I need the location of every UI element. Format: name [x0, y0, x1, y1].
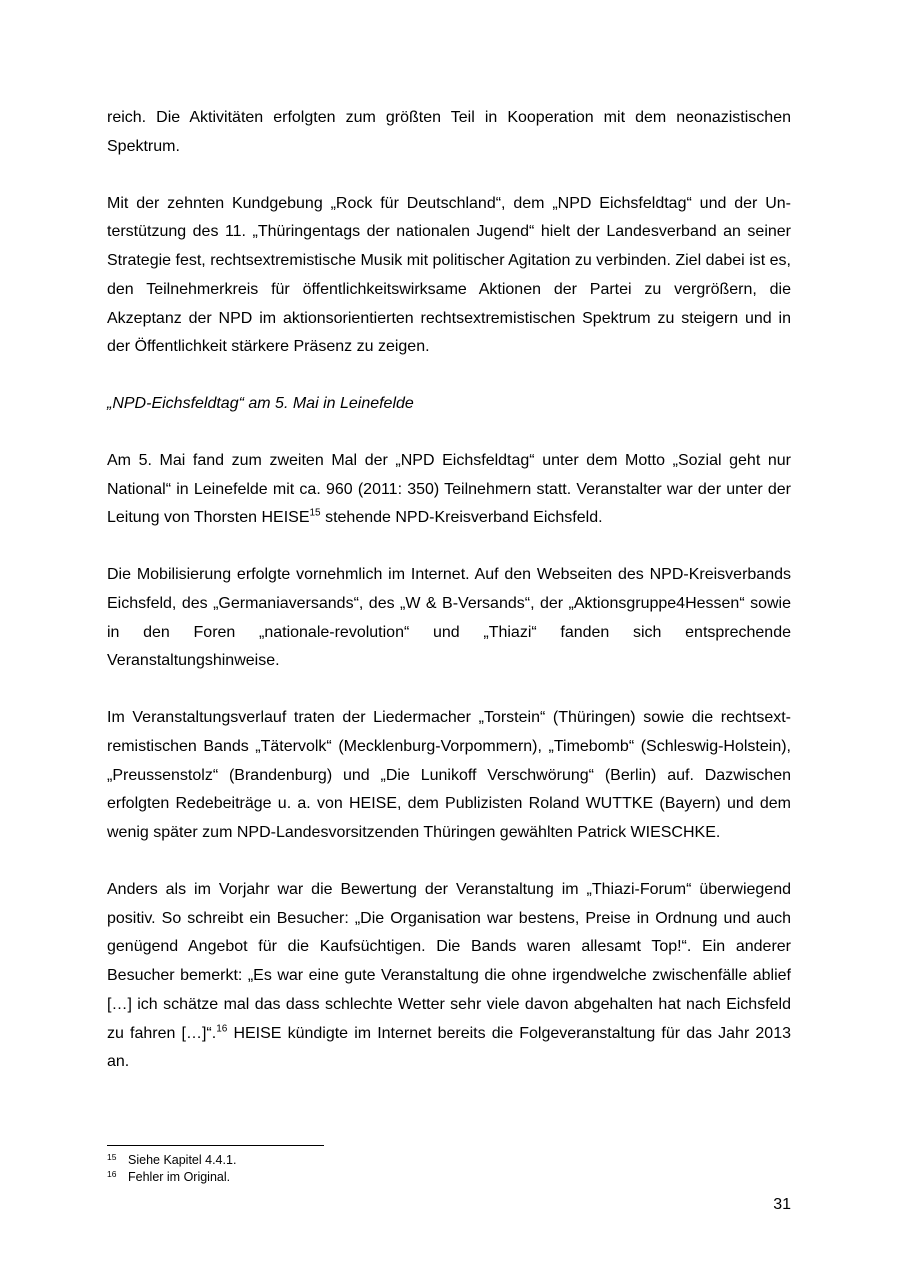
footnote-text: Fehler im Original.	[128, 1170, 231, 1184]
footnote-text: Siehe Kapitel 4.4.1.	[128, 1153, 237, 1167]
paragraph-text: Anders als im Vorjahr war die Bewertung der Veranstaltung im „Thiazi-Forum“ überwiegend positiv. So schreibt ein Besucher: „Die Organisation war bestens, Preise in Ordnung und auch genügend Angebot für die Kaufsüchtigen. Die Bands waren allesamt Top!“. Ein anderer Besucher bemerkt: „Es war eine gute Veranstaltung die ohne irgendwelche zwischenfälle ablief […] ich schätze mal das dass schlechte Wetter sehr viele davon abgehalten hat nach Eichsfeld zu fahren […]“.	[107, 880, 791, 1042]
body-text	[107, 104, 791, 1105]
paragraph-mobilisation: Die Mobilisierung erfolgte vornehmlich im Internet. Auf den Webseiten des NPD-Kreisverbands Eichsfeld, des „Germaniaversands“, des „W & B-Versands“, der „Aktionsgruppe4Hessen“ sowie in den Foren „nationale-revolution“ und „Thiazi“ fanden sich entsprechende Veranstaltungshinweise.	[107, 566, 791, 670]
footnotes	[107, 1152, 791, 1186]
paragraph-event-summary	[107, 447, 791, 533]
footnote-number: 16	[107, 1169, 117, 1179]
footnote-item	[107, 1152, 791, 1169]
footnote-reference: 16	[216, 1023, 228, 1035]
footnote-number: 15	[107, 1152, 117, 1162]
footnote-reference: 15	[309, 507, 321, 519]
paragraph-text: stehende NPD-Kreisverband Eichsfeld.	[320, 509, 603, 527]
paragraph-event-program: Im Veranstaltungsverlauf traten der Liedermacher „Torstein“ (Thüringen) sowie die rechtsextremistischen Bands „Tätervolk“ (Mecklenburg-Vorpommern), „Timebomb“ (Schleswig-Holstein), „Preussenstolz“ (Brandenburg) und „Die Lunikoff Verschwörung“ (Berlin) auf. Dazwischen erfolgten Redebeiträge u. a. von HEISE, dem Publizisten Roland WUTTKE (Bayern) und dem wenig später zum NPD-Landesvorsitzenden Thüringen gewählten Patrick WIESCHKE.	[107, 709, 791, 841]
paragraph-music-strategy: Mit der zehnten Kundgebung „Rock für Deutschland“, dem „NPD Eichsfeldtag“ und der Unterstützung des 11. „Thüringentags der nationalen Jugend“ hielt der Landesverband an seiner Strategie fest, rechtsextremistische Musik mit politischer Agitation zu verbinden. Ziel dabei ist es, den Teilnehmerkreis für öffentlichkeitswirksame Aktionen der Partei zu vergrößern, die Akzeptanz der NPD im aktionsorientierten rechtsextremistischen Spektrum zu steigern und in der Öffentlichkeit stärkere Präsenz zu zeigen.	[107, 194, 791, 356]
paragraph-forum-reaction	[107, 876, 791, 1077]
section-heading: „NPD-Eichsfeldtag“ am 5. Mai in Leinefelde	[107, 395, 414, 412]
paragraph-continuation: reich. Die Aktivitäten erfolgten zum größten Teil in Kooperation mit dem neonazistischen Spektrum.	[107, 109, 791, 155]
page-number: 31	[773, 1196, 791, 1213]
paragraph-text: Am 5. Mai fand zum zweiten Mal der „NPD Eichsfeldtag“ unter dem Motto „Sozial geht nur National“ in Leinefelde mit ca. 960 (2011: 350) Teilnehmern statt. Veranstalter war der unter der Leitung von Thorsten HEISE	[107, 451, 791, 527]
footnote-item	[107, 1169, 791, 1186]
footnote-divider	[107, 1145, 324, 1146]
paragraph-text: HEISE kündigte im Internet bereits die Folgeveranstaltung für das Jahr 2013 an.	[107, 1024, 791, 1071]
